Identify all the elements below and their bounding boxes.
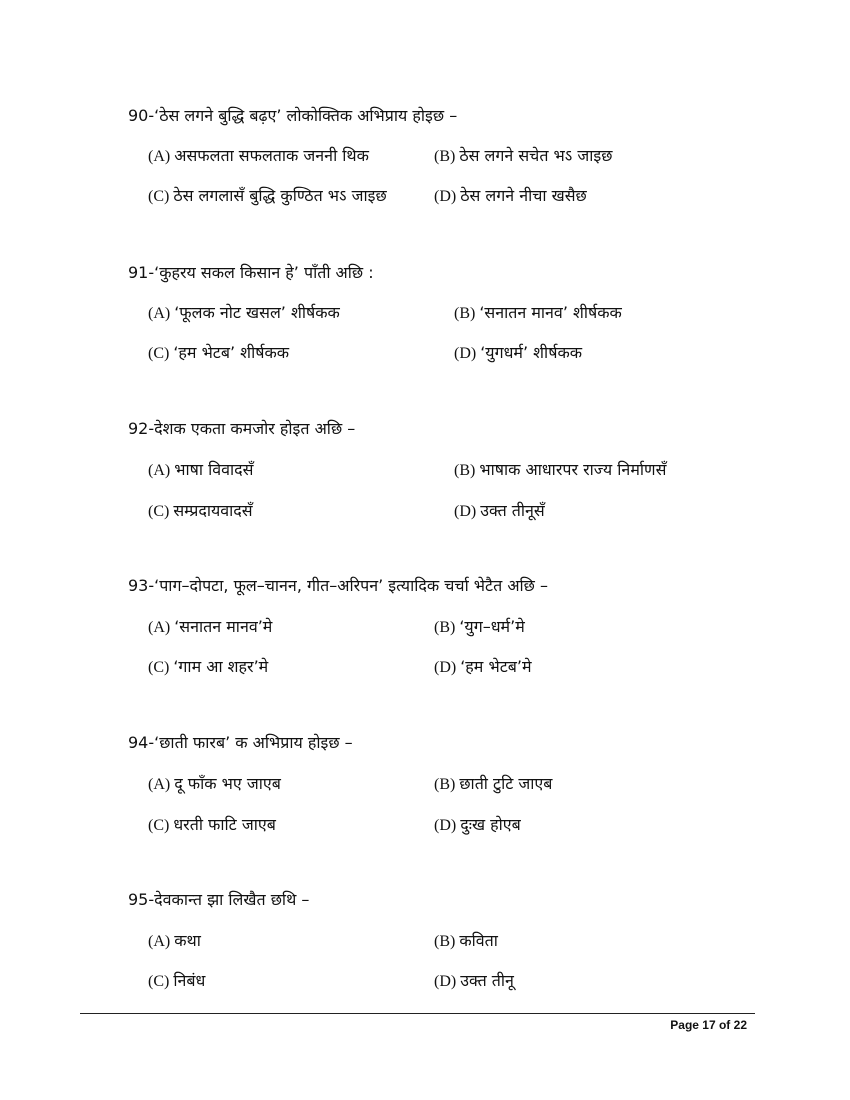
question-91-option-a: (A) ‘फूलक नोट खसल’ शीर्षकक	[148, 303, 340, 322]
question-92-option-a: (A) भाषा विवादसँ	[148, 460, 254, 479]
question-95-option-d: (D) उक्त तीनू	[434, 971, 514, 990]
question-90-option-d: (D) ठेस लगने नीचा खसैछ	[434, 186, 587, 205]
question-91-stem: 91-‘कुहरय सकल किसान हे’ पाँती अछि :	[128, 263, 374, 282]
question-93-option-c: (C) ‘गाम आ शहर’मे	[148, 657, 269, 676]
question-93-stem: 93-‘पाग–दोपटा, फूल–चानन, गीत–अरिपन’ इत्यादिक चर्चा भेटैत अछि –	[128, 576, 548, 595]
question-94-option-b: (B) छाती टुटि जाएब	[434, 774, 553, 793]
question-91-option-c: (C) ‘हम भेटब’ शीर्षकक	[148, 343, 290, 362]
question-93-option-a: (A) ‘सनातन मानव’मे	[148, 617, 273, 636]
question-92-option-b: (B) भाषाक आधारपर राज्य निर्माणसँ	[454, 460, 667, 479]
question-90-option-c: (C) ठेस लगलासँ बुद्धि कुण्ठित भऽ जाइछ	[148, 186, 387, 205]
question-94-stem: 94-‘छाती फारब’ क अभिप्राय होइछ –	[128, 733, 353, 752]
question-92-option-d: (D) उक्त तीनूसँ	[454, 501, 545, 520]
question-90-stem: 90-‘ठेस लगने बुद्धि बढ़ए’ लोकोक्तिक अभिप्राय होइछ –	[128, 106, 458, 125]
question-90-option-b: (B) ठेस लगने सचेत भऽ जाइछ	[434, 146, 613, 165]
question-95-option-a: (A) कथा	[148, 931, 201, 950]
question-95-stem: 95-देवकान्त झा लिखैत छथि –	[128, 890, 310, 909]
question-95-option-b: (B) कविता	[434, 931, 498, 950]
question-94-option-d: (D) दुःख होएब	[434, 815, 521, 834]
question-94-option-a: (A) दू फाँक भए जाएब	[148, 774, 281, 793]
footer-divider	[80, 1013, 755, 1014]
question-95-option-c: (C) निबंध	[148, 971, 206, 990]
question-93-option-d: (D) ‘हम भेटब’मे	[434, 657, 532, 676]
question-90-option-a: (A) असफलता सफलताक जननी थिक	[148, 146, 369, 165]
question-92-stem: 92-देशक एकता कमजोर होइत अछि –	[128, 419, 356, 438]
question-94-option-c: (C) धरती फाटि जाएब	[148, 815, 276, 834]
question-93-option-b: (B) ‘युग–धर्म’मे	[434, 617, 525, 636]
page-number: Page 17 of 22	[670, 1018, 747, 1032]
question-92-option-c: (C) सम्प्रदायवादसँ	[148, 501, 253, 520]
question-91-option-d: (D) ‘युगधर्म’ शीर्षकक	[454, 343, 583, 362]
question-91-option-b: (B) ‘सनातन मानव’ शीर्षकक	[454, 303, 622, 322]
